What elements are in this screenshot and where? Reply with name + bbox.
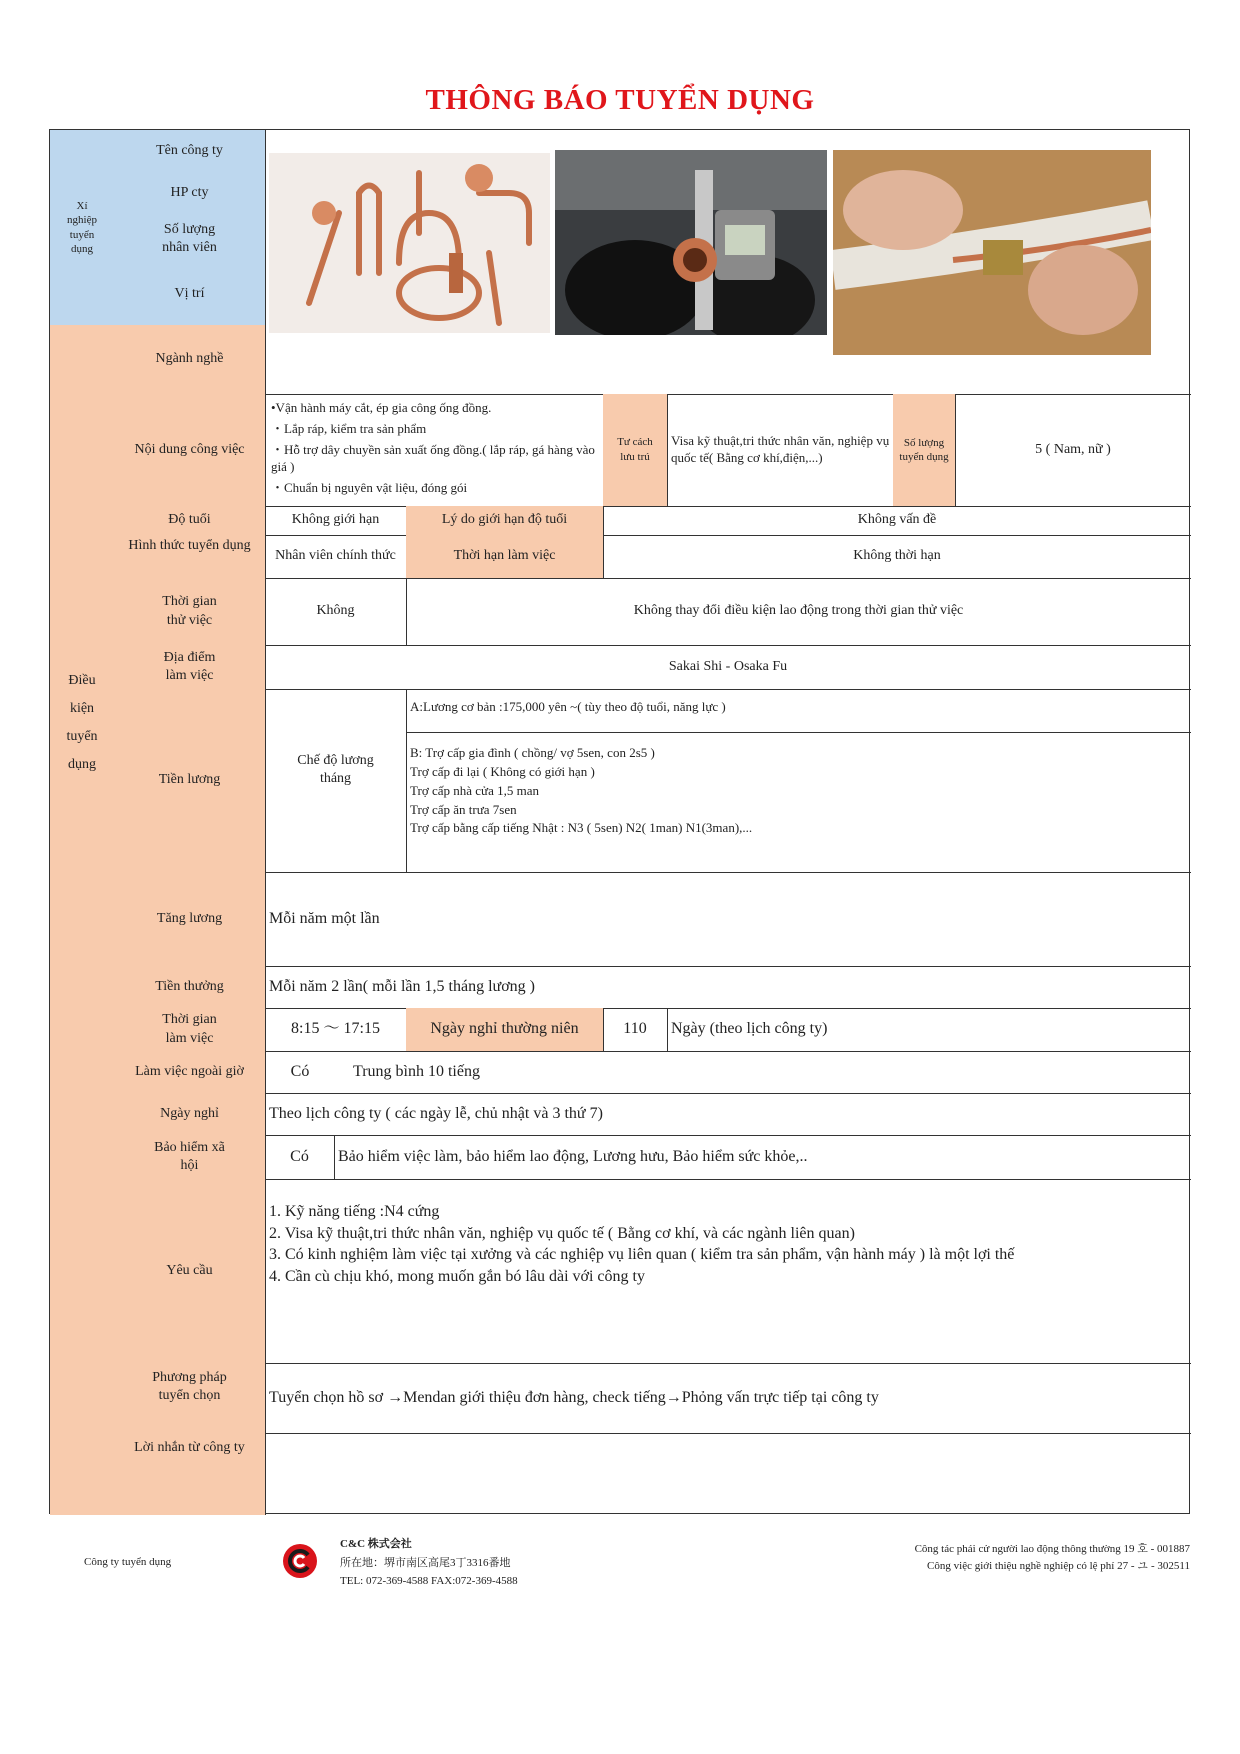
- company-images-cell: [265, 130, 1191, 395]
- requirement-item: 1. Kỹ năng tiếng :N4 cứng: [269, 1203, 440, 1220]
- label-bonus: Tiền thưởng: [114, 966, 266, 1009]
- headcount-value: 5 ( Nam, nữ ): [955, 394, 1191, 507]
- label-selection: Phương pháp tuyển chọn: [114, 1363, 266, 1434]
- employment-type-value: Nhân viên chính thức: [265, 535, 407, 579]
- age-value: Không giới hạn: [265, 506, 407, 536]
- company-logo-icon: [282, 1543, 318, 1579]
- requirements-value: [265, 1179, 1191, 1364]
- label-requirements: Yêu cầu: [114, 1179, 266, 1364]
- job-item: ・Hỗ trợ dây chuyền sản xuất ống đồng.( lắp ráp, gá hàng vào giá ): [271, 441, 595, 474]
- label-visa: Tư cách lưu trú: [603, 394, 668, 507]
- requirement-item: 4. Cần cù chịu khó, mong muốn gắn bó lâu dài với công ty: [269, 1267, 645, 1285]
- selection-value: Tuyển chọn hồ sơ →Mendan giới thiệu đơn hàng, check tiếng→Phỏng vấn trực tiếp tại công ty: [265, 1363, 1191, 1434]
- section-left-peach-bottom: [50, 967, 115, 1515]
- message-value: [265, 1433, 1191, 1515]
- hands-copper-pipe-image: [833, 150, 1151, 355]
- age-reason-value: Không vấn đề: [603, 506, 1191, 536]
- label-workplace: Địa điểm làm việc: [114, 645, 266, 690]
- label-probation: Thời gian thử việc: [114, 578, 266, 646]
- insurance-note: Bảo hiểm việc làm, bảo hiểm lao động, Lương hưu, Bảo hiểm sức khỏe,..: [334, 1135, 1191, 1180]
- footer-license-info: [915, 1541, 1190, 1574]
- job-item: ・Lắp ráp, kiểm tra sản phẩm: [271, 420, 427, 436]
- recruitment-table: [49, 129, 1190, 1514]
- overtime-value: Có: [265, 1051, 335, 1094]
- footer-license-1: Công tác phái cử người lao động thông thường 19 호 - 001887: [914, 1543, 1190, 1555]
- label-location: Vị trí: [114, 264, 266, 326]
- allowance-item: B: Trợ cấp gia đình ( chồng/ vợ 5sen, con 2s5 ): [410, 745, 655, 760]
- label-annual-holidays: Ngày nghỉ thường niên: [406, 1008, 604, 1052]
- footer-tel: TEL: 072-369-4588 FAX:072-369-4588: [340, 1575, 518, 1588]
- probation-value: Không: [265, 578, 407, 646]
- copper-parts-image: [269, 153, 550, 333]
- allowance-item: Trợ cấp nhà cửa 1,5 man: [410, 782, 539, 798]
- visa-value: Visa kỹ thuật,tri thức nhân văn, nghiệp vụ quốc tế( Bằng cơ khí,điện,...): [667, 394, 894, 507]
- footer-company-info: [340, 1535, 518, 1591]
- label-work-hours: Thời gian làm việc: [114, 1008, 266, 1052]
- probation-note: Không thay đổi điều kiện lao động trong thời gian thử việc: [406, 578, 1191, 646]
- insurance-value: Có: [265, 1135, 335, 1180]
- allowance-item: Trợ cấp bằng cấp tiếng Nhật : N3 ( 5sen) N2( 1man) N1(3man),...: [410, 820, 753, 836]
- footer-recruiting-company: Công ty tuyển dụng: [84, 1556, 172, 1568]
- work-period-value: Không thời hạn: [603, 535, 1191, 579]
- section-conditions: Điều kiện tuyển dụng: [50, 479, 115, 968]
- label-age-reason: Lý do giới hạn độ tuổi: [406, 506, 604, 536]
- label-headcount: Số lượng tuyển dụng: [893, 394, 956, 507]
- label-raise: Tăng lương: [114, 872, 266, 967]
- caliper-measurement-image: [555, 150, 827, 335]
- label-insurance: Bảo hiểm xã hội: [114, 1135, 266, 1180]
- section-company: Xí nghiệp tuyển dụng: [50, 130, 115, 326]
- annual-holidays-unit: Ngày (theo lịch công ty): [667, 1008, 1191, 1052]
- label-job-content: Nội dung công việc: [114, 394, 266, 507]
- footer-address: 所在地：堺市南区高尾3丁3316番地: [340, 1556, 511, 1569]
- raise-value: Mỗi năm một lần: [265, 872, 1191, 967]
- footer-license-2: Công việc giới thiệu nghề nghiệp có lệ phí 27 - ユ - 302511: [927, 1559, 1190, 1572]
- label-employees: Số lượng nhân viên: [114, 214, 266, 265]
- section-left-peach-top: [50, 325, 115, 480]
- allowance-item: Trợ cấp ăn trưa 7sen: [410, 801, 517, 817]
- annual-holidays-value: 110: [603, 1008, 668, 1052]
- overtime-note: Trung bình 10 tiếng: [335, 1051, 1191, 1094]
- label-work-period: Thời hạn làm việc: [406, 535, 604, 579]
- requirement-item: 2. Visa kỹ thuật,tri thức nhân văn, nghiệp vụ quốc tế ( Bằng cơ khí, và các ngành liên quan): [269, 1224, 855, 1242]
- workplace-value: Sakai Shi - Osaka Fu: [265, 645, 1191, 690]
- work-hours-value: 8:15 〜 17:15: [265, 1008, 407, 1052]
- label-overtime: Làm việc ngoài giờ: [114, 1051, 266, 1094]
- days-off-value: Theo lịch công ty ( các ngày lễ, chủ nhật và 3 thứ 7): [265, 1093, 1191, 1136]
- page-title: THÔNG BÁO TUYỂN DỤNG: [425, 84, 815, 116]
- allowance-item: Trợ cấp đi lại ( Không có giới hạn ): [410, 763, 595, 779]
- job-item: ・Chuẩn bị nguyên vật liệu, đóng gói: [271, 479, 468, 495]
- label-homepage: HP cty: [114, 172, 266, 215]
- label-salary: Tiền lương: [114, 689, 266, 873]
- job-item: •Vận hành máy cắt, ép gia công ống đồng.: [271, 400, 492, 415]
- label-employment-type: Hình thức tuyển dụng: [114, 535, 266, 579]
- label-message: Lời nhắn từ công ty: [114, 1433, 266, 1515]
- label-industry: Ngành nghề: [114, 325, 266, 395]
- label-company-name: Tên công ty: [114, 130, 266, 173]
- label-days-off: Ngày nghỉ: [114, 1093, 266, 1136]
- salary-b: [406, 732, 1191, 873]
- bonus-value: Mỗi năm 2 lần( mỗi lần 1,5 tháng lương ): [265, 966, 1191, 1009]
- monthly-salary-label: Chế độ lương tháng: [265, 689, 407, 873]
- salary-a: A:Lương cơ bản :175,000 yên ~( tùy theo độ tuổi, năng lực ): [406, 689, 1191, 733]
- footer-company-name: C&C 株式会社: [340, 1538, 412, 1550]
- requirement-item: 3. Có kinh nghiệm làm việc tại xưởng và các nghiệp vụ liên quan ( kiểm tra sản phẩm, vận hành máy ) là một lợi thế: [269, 1246, 1015, 1264]
- label-age: Độ tuổi: [114, 506, 266, 536]
- job-content-value: [265, 394, 604, 507]
